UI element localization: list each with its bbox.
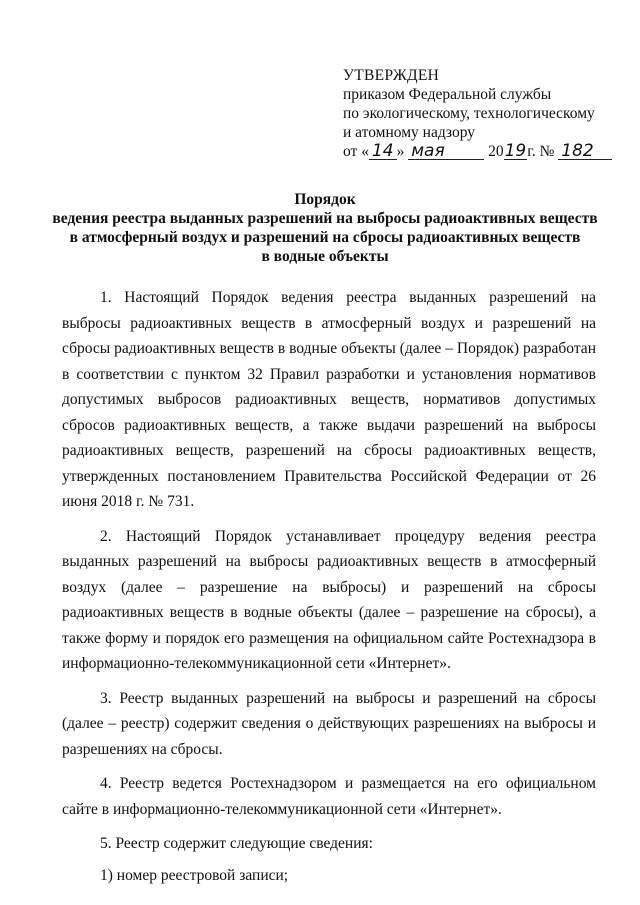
approval-line: и атомному надзору	[343, 124, 475, 141]
date-prefix: от «	[343, 143, 369, 160]
document-body	[62, 285, 596, 897]
handwritten-order-number: 182	[558, 143, 612, 160]
approval-date-line	[343, 142, 623, 161]
title-line: Порядок	[294, 191, 356, 208]
day-suffix: »	[396, 143, 405, 160]
paragraph-5: 5. Реестр содержит следующие сведения:	[100, 835, 373, 852]
year-suffix: г. №	[527, 143, 555, 160]
approval-heading: УТВЕРЖДЕН	[343, 67, 440, 84]
approval-line: по экологическому, технологическому	[343, 105, 595, 122]
title-line: ведения реестра выданных разрешений на выбросы радиоактивных веществ	[52, 210, 598, 227]
title-line: в атмосферный воздух и разрешений на сбросы радиоактивных веществ	[69, 229, 581, 246]
handwritten-year: 19	[504, 141, 527, 161]
document-title	[40, 190, 610, 266]
year-prefix: 20	[488, 143, 504, 160]
handwritten-day: 14	[369, 143, 397, 160]
paragraph-5-item-1: 1) номер реестровой записи;	[100, 866, 289, 884]
approval-line: приказом Федеральной службы	[343, 86, 552, 103]
paragraph-2: 2. Настоящий Порядок устанавливает процедуру ведения реестра выданных разрешений на выбросы радиоактивных веществ в атмосферный воздух (далее – разрешение на выбросы) и разрешений на сбросы радиоактивных веществ в водные объекты (далее – разрешение на сбросы), а также форму и порядок его размещения на официальном сайте Ростехнадзора в информационно-телекоммуникационной сети «Интернет».	[62, 527, 596, 672]
handwritten-month: мая	[408, 143, 484, 160]
title-line: в водные объекты	[261, 248, 389, 265]
paragraph-3: 3. Реестр выданных разрешений на выбросы и разрешений на сбросы (далее – реестр) содержит сведения о действующих разрешениях на выбросы и разрешениях на сбросы.	[62, 689, 596, 758]
paragraph-4: 4. Реестр ведется Ростехнадзором и размещается на его официальном сайте в информационно-телекоммуникационной сети «Интернет».	[62, 775, 596, 818]
approval-block	[343, 66, 623, 161]
paragraph-1: 1. Настоящий Порядок ведения реестра выданных разрешений на выбросы радиоактивных веществ в атмосферный воздух и разрешений на сбросы радиоактивных веществ в водные объекты (далее – Порядок) разработан в соответствии с пунктом 32 Правил разработки и установления нормативов допустимых выбросов радиоактивных веществ, нормативов допустимых сбросов радиоактивных веществ, а также выдачи разрешений на выбросы радиоактивных веществ, разрешений на сбросы радиоактивных веществ, утвержденных постановлением Правительства Российской Федерации от 26 июня 2018 г. № 731.	[62, 289, 596, 510]
